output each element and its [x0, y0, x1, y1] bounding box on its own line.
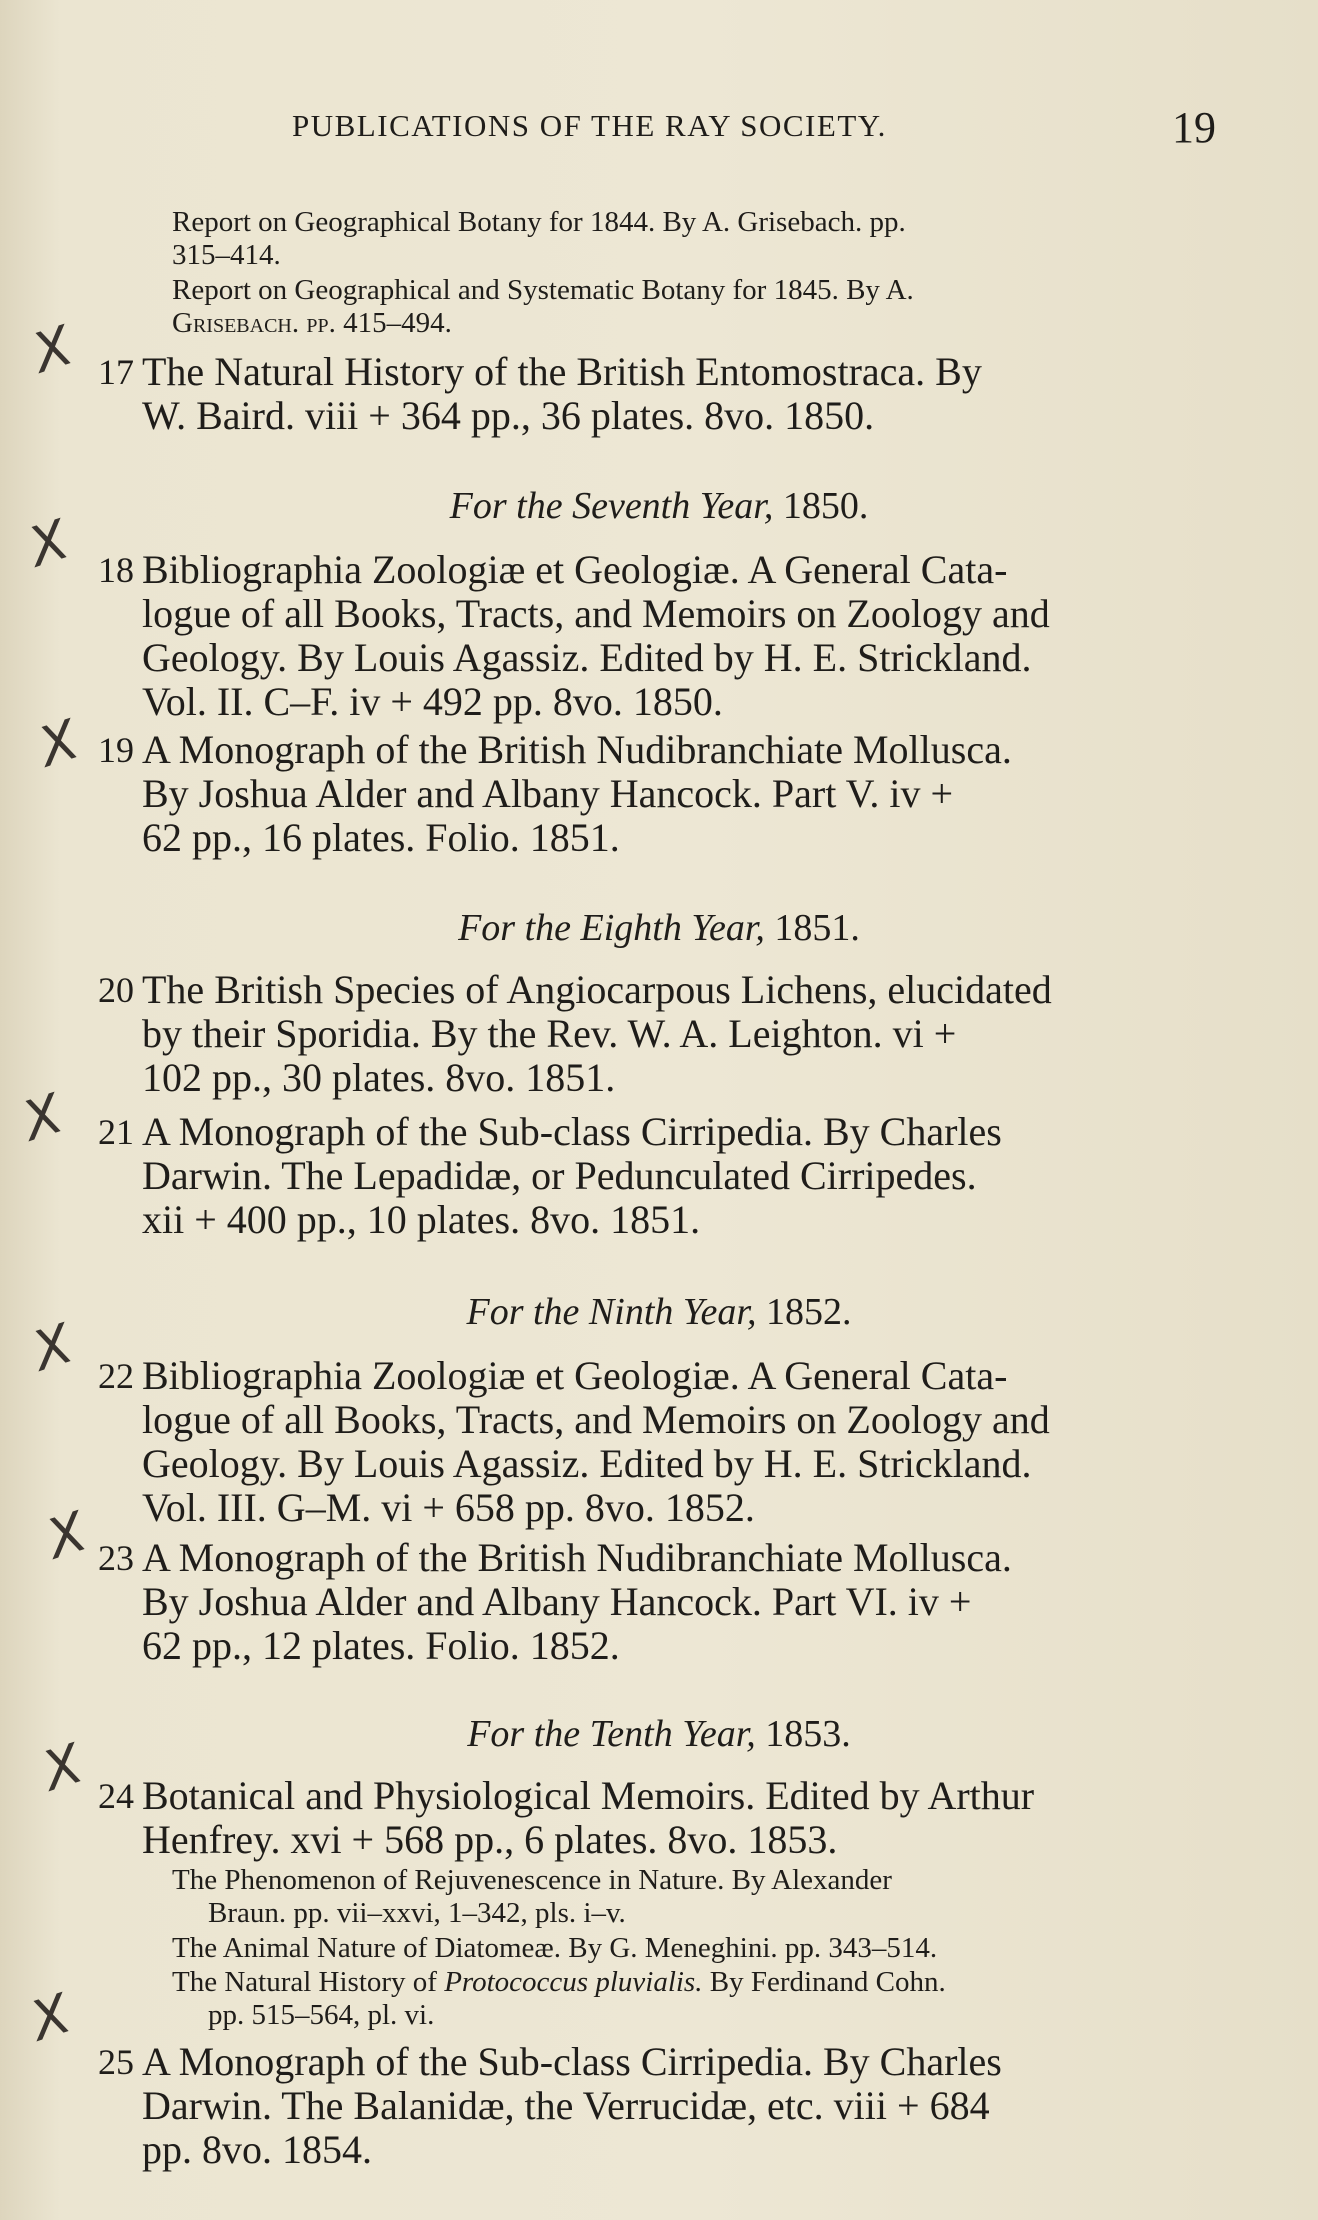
entry-20: [98, 967, 1222, 1100]
entry-line: by their Sporidia. By the Rev. W. A. Leighton. vi +: [142, 1011, 957, 1056]
entry-line: 62 pp., 16 plates. Folio. 1851.: [142, 815, 620, 860]
memoir-text: The Natural History of: [172, 1966, 445, 1998]
entry-number: 25: [98, 2042, 134, 2082]
entry-line: logue of all Books, Tracts, and Memoirs on Zoology and: [142, 591, 1050, 636]
entry-line: By Joshua Alder and Albany Hancock. Part V. iv +: [142, 771, 953, 816]
report-line: Grisebach. pp. 415–494.: [172, 307, 452, 339]
entry-line: Botanical and Physiological Memoirs. Edited by Arthur: [142, 1773, 1035, 1818]
entry-line: 62 pp., 12 plates. Folio. 1852.: [142, 1623, 620, 1668]
entry-line: By Joshua Alder and Albany Hancock. Part VI. iv +: [142, 1579, 972, 1624]
entry-number: 18: [98, 550, 134, 590]
handwritten-x-mark: X: [31, 707, 86, 780]
memoir-cohn: [172, 1966, 1222, 2032]
entry-line: A Monograph of the British Nudibranchiate Mollusca.: [142, 727, 1012, 772]
entry-line: A Monograph of the Sub-class Cirripedia. By Charles: [142, 1109, 1002, 1154]
entry-22: [98, 1353, 1222, 1530]
report-1845: [172, 274, 1222, 340]
entry-line: Bibliographia Zoologiæ et Geologiæ. A General Cata-: [142, 1353, 1008, 1398]
entry-line: xii + 400 pp., 10 plates. 8vo. 1851.: [142, 1197, 701, 1242]
memoir-line: The Animal Nature of Diatomeæ. By G. Meneghini. pp. 343–514.: [172, 1932, 938, 1964]
report-line: Report on Geographical and Systematic Botany for 1845. By A.: [172, 274, 914, 306]
entry-line: Geology. By Louis Agassiz. Edited by H. E. Strickland.: [142, 635, 1032, 680]
report-line: Report on Geographical Botany for 1844. By A. Grisebach. pp.: [172, 206, 906, 238]
entry-line: Vol. II. C–F. iv + 492 pp. 8vo. 1850.: [142, 679, 723, 724]
entry-23: [98, 1535, 1222, 1668]
entry-number: 21: [98, 1112, 134, 1152]
entry-line: pp. 8vo. 1854.: [142, 2127, 372, 2172]
heading-tenth-year: [0, 1712, 1318, 1756]
entry-line: W. Baird. viii + 364 pp., 36 plates. 8vo. 1850.: [142, 393, 875, 438]
entry-number: 23: [98, 1538, 134, 1578]
entry-number: 24: [98, 1776, 134, 1816]
memoir-text: By Ferdinand Cohn.: [702, 1966, 946, 1998]
handwritten-x-mark: X: [21, 507, 76, 580]
entry-line: 102 pp., 30 plates. 8vo. 1851.: [142, 1055, 616, 1100]
entry-line: The Natural History of the British Entomostraca. By: [142, 349, 982, 394]
memoir-braun: [172, 1864, 1222, 1930]
heading-year: 1851.: [774, 907, 860, 949]
memoir-line: Braun. pp. vii–xxvi, 1–342, pls. i–v.: [208, 1897, 626, 1929]
entry-25: [98, 2039, 1222, 2172]
entry-line: Darwin. The Lepadidæ, or Pedunculated Cirripedes.: [142, 1153, 977, 1198]
heading-ninth-year: [0, 1290, 1318, 1334]
entry-number: 17: [98, 352, 134, 392]
entry-line: logue of all Books, Tracts, and Memoirs on Zoology and: [142, 1397, 1050, 1442]
entry-21: [98, 1109, 1222, 1242]
entry-17: [98, 349, 1222, 438]
entry-number: 19: [98, 730, 134, 770]
running-title: PUBLICATIONS OF THE RAY SOCIETY.: [292, 108, 887, 143]
report-line: 315–414.: [172, 239, 281, 271]
entry-24: [98, 1773, 1222, 1862]
handwritten-x-mark: X: [39, 1499, 94, 1572]
entry-number: 22: [98, 1356, 134, 1396]
entry-line: The British Species of Angiocarpous Lichens, elucidated: [142, 967, 1052, 1012]
heading-seventh-year: [0, 484, 1318, 528]
heading-eighth-year: [0, 906, 1318, 950]
entry-19: [98, 727, 1222, 860]
memoir-line: [172, 1966, 1222, 1999]
entry-line: A Monograph of the Sub-class Cirripedia. By Charles: [142, 2039, 1002, 2084]
heading-year: 1853.: [765, 1713, 851, 1755]
entry-line: Bibliographia Zoologiæ et Geologiæ. A General Cata-: [142, 547, 1008, 592]
memoir-line: The Phenomenon of Rejuvenescence in Nature. By Alexander: [172, 1864, 892, 1896]
memoir-line: pp. 515–564, pl. vi.: [208, 1999, 435, 2031]
heading-label: For the Tenth Year,: [467, 1713, 756, 1755]
entry-line: A Monograph of the British Nudibranchiate Mollusca.: [142, 1535, 1012, 1580]
heading-year: 1852.: [765, 1291, 852, 1333]
entry-18: [98, 547, 1222, 724]
heading-label: For the Seventh Year,: [449, 485, 774, 527]
entry-line: Darwin. The Balanidæ, the Verrucidæ, etc. viii + 684: [142, 2083, 990, 2128]
entry-line: Vol. III. G–M. vi + 658 pp. 8vo. 1852.: [142, 1485, 755, 1530]
heading-year: 1850.: [782, 485, 869, 527]
handwritten-x-mark: X: [15, 1081, 70, 1154]
entry-line: Geology. By Louis Agassiz. Edited by H. E. Strickland.: [142, 1441, 1032, 1486]
handwritten-x-mark: X: [35, 1731, 90, 1804]
entry-number: 20: [98, 970, 134, 1010]
heading-label: For the Eighth Year,: [458, 907, 765, 949]
memoir-meneghini: [172, 1932, 1222, 1965]
page-number: 19: [1172, 103, 1216, 152]
memoir-species: Protococcus pluvialis.: [444, 1966, 703, 1998]
report-1844: [172, 206, 1222, 272]
handwritten-x-mark: X: [25, 1311, 80, 1384]
handwritten-x-mark: X: [23, 1981, 78, 2054]
handwritten-x-mark: X: [25, 313, 80, 386]
heading-label: For the Ninth Year,: [466, 1291, 757, 1333]
entry-line: Henfrey. xvi + 568 pp., 6 plates. 8vo. 1853.: [142, 1817, 838, 1862]
